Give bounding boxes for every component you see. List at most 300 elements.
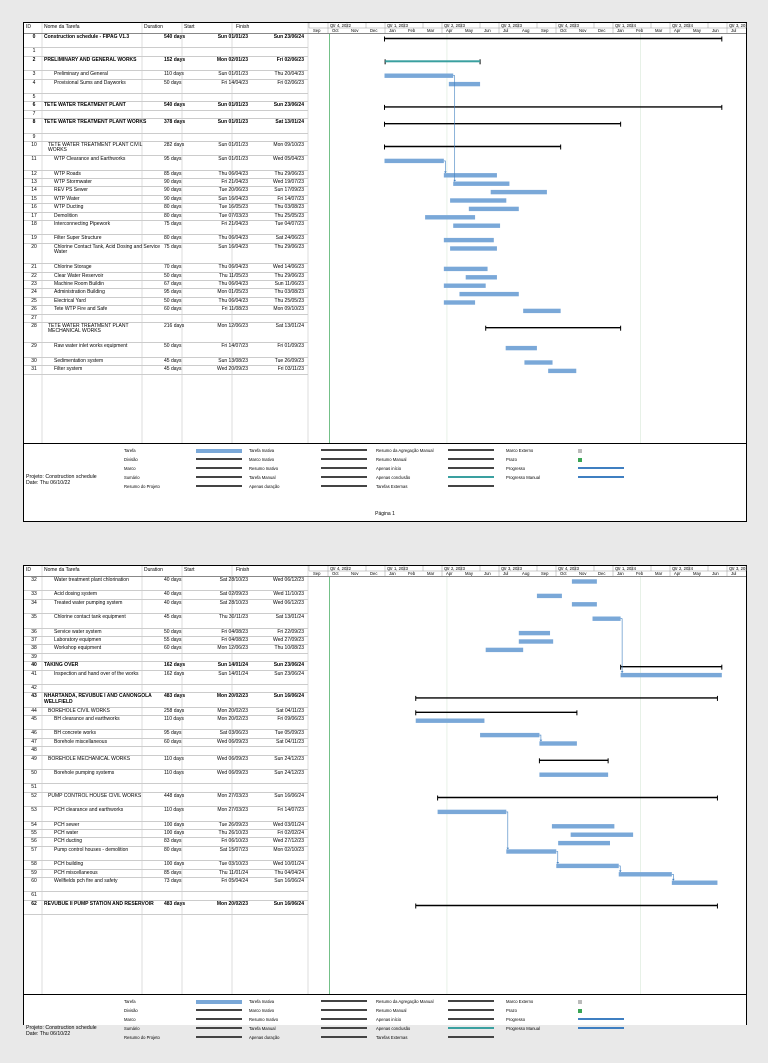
task-row[interactable] — [24, 747, 308, 755]
timeline-month: Jun — [484, 28, 491, 33]
task-name: BOREHOLE CIVIL WORKS — [48, 707, 110, 714]
task-row[interactable] — [24, 822, 308, 830]
task-start: Sat 28/10/23 — [219, 599, 248, 606]
legend-label: Divisão — [124, 1008, 138, 1013]
task-finish: Sun 24/12/23 — [274, 770, 304, 777]
task-bar[interactable] — [672, 881, 718, 885]
task-row[interactable] — [24, 671, 308, 685]
task-name: Treated water pumping system — [54, 599, 123, 606]
task-bar[interactable] — [438, 810, 507, 814]
task-row[interactable] — [24, 306, 308, 314]
task-row[interactable] — [24, 343, 308, 357]
timeline-month: Jan — [389, 28, 396, 33]
task-row[interactable] — [24, 196, 308, 204]
legend-label: Marco Inativo — [249, 457, 275, 462]
timeline-month: Mar — [427, 571, 435, 576]
task-row[interactable] — [24, 807, 308, 821]
task-bar[interactable] — [469, 207, 519, 211]
task-id: 55 — [31, 829, 37, 836]
task-name: Preliminary and General — [54, 71, 108, 78]
task-duration: 100 days — [164, 861, 185, 868]
timeline-month: Jan — [617, 571, 624, 576]
task-row[interactable] — [24, 94, 308, 102]
task-bar[interactable] — [506, 849, 556, 853]
task-row[interactable] — [24, 142, 308, 156]
task-id: 62 — [31, 900, 37, 907]
project-name: Projeto: Construction schedule — [26, 1025, 97, 1031]
task-finish: Sun 23/06/24 — [273, 102, 304, 109]
task-name: TETE WATER TREATMENT PLANT MECHANICAL WORKS — [48, 322, 129, 335]
legend-swatch — [321, 458, 367, 460]
task-id: 5 — [32, 93, 36, 100]
legend-label: Resumo Inativo — [249, 466, 279, 471]
task-row[interactable] — [24, 901, 308, 915]
legend-label: Sumário — [124, 475, 140, 480]
task-start: Sun 01/01/23 — [218, 156, 248, 163]
task-bar[interactable] — [425, 215, 475, 219]
timeline-month: Oct — [560, 28, 567, 33]
legend-swatch — [448, 1036, 494, 1038]
task-bar[interactable] — [523, 309, 560, 313]
timeline-quarter: Qtr 3, 2023 — [501, 23, 522, 28]
legend-label: Resumo do Projeto — [124, 1035, 160, 1040]
task-bar[interactable] — [539, 741, 576, 745]
task-finish: Fri 09/06/23 — [277, 716, 304, 723]
task-row[interactable] — [24, 102, 308, 110]
task-bar[interactable] — [450, 246, 497, 250]
legend-swatch — [321, 476, 367, 478]
task-start: Tue 03/10/23 — [218, 861, 248, 868]
task-start: Sun 01/01/23 — [218, 141, 248, 148]
task-name: Workshop equipment — [54, 645, 102, 652]
task-name: Clear Water Reservoir — [54, 272, 104, 279]
task-row[interactable] — [24, 708, 308, 716]
task-finish: Sat 24/06/23 — [275, 235, 304, 242]
task-row[interactable] — [24, 830, 308, 838]
task-name: Tete WTP Fire and Safe — [54, 306, 108, 313]
task-start: Sun 01/01/23 — [217, 34, 248, 40]
task-id: 40 — [31, 662, 37, 669]
task-row[interactable] — [24, 870, 308, 878]
task-id: 18 — [31, 221, 37, 228]
dependency-arrow — [453, 180, 456, 182]
task-duration: 448 days — [164, 792, 185, 799]
legend-label: Apenas duração — [249, 1035, 280, 1040]
task-id: 27 — [31, 314, 37, 321]
task-row[interactable] — [24, 645, 308, 653]
task-row[interactable] — [24, 793, 308, 807]
task-bar[interactable] — [444, 173, 497, 177]
task-row[interactable] — [24, 784, 308, 792]
task-bar[interactable] — [491, 190, 547, 194]
task-row[interactable] — [24, 756, 308, 770]
legend-swatch — [196, 449, 242, 453]
header-id: ID — [26, 567, 31, 573]
task-finish: Tue 05/09/23 — [274, 730, 304, 737]
legend-swatch — [448, 485, 494, 487]
task-start: Thu 06/04/23 — [218, 170, 248, 177]
task-start: Fri 04/08/23 — [221, 628, 248, 635]
legend-swatch — [196, 467, 242, 469]
task-finish: Mon 09/10/23 — [273, 141, 304, 148]
task-row[interactable] — [24, 235, 308, 243]
task-bar[interactable] — [385, 74, 454, 78]
timeline-month: Jun — [712, 28, 719, 33]
task-name: Chlorine contact tank equipment — [54, 614, 126, 621]
legend-swatch — [196, 1000, 242, 1004]
task-bar[interactable] — [593, 617, 621, 621]
task-bar[interactable] — [572, 602, 597, 606]
legend-swatch — [321, 1018, 367, 1020]
dependency-arrow — [672, 879, 675, 881]
task-duration: 50 days — [164, 79, 182, 86]
legend-swatch — [321, 467, 367, 469]
task-start: Tue 20/06/23 — [218, 187, 248, 194]
timeline-quarter: Qtr 1, 2024 — [615, 566, 636, 571]
task-name: PUMP CONTROL HOUSE CIVIL WORKS — [48, 792, 142, 799]
task-finish: Fri 03/11/23 — [277, 366, 304, 373]
task-start: Thu 11/01/24 — [218, 869, 248, 876]
timeline-month: Aug — [522, 571, 530, 576]
task-duration: 80 days — [164, 846, 182, 853]
legend-swatch — [578, 1000, 582, 1004]
legend-swatch — [448, 458, 494, 460]
task-finish: Sun 16/06/24 — [273, 693, 304, 700]
task-bar[interactable] — [449, 82, 480, 86]
task-id: 52 — [31, 792, 37, 799]
task-bar[interactable] — [519, 631, 550, 635]
legend-swatch — [448, 449, 494, 451]
dependency-arrow — [540, 740, 543, 742]
task-bar[interactable] — [619, 872, 672, 876]
task-finish: Sat 13/01/24 — [275, 119, 304, 126]
task-row[interactable] — [24, 654, 308, 662]
project-name: Projeto: Construction schedule — [26, 474, 97, 480]
task-start: Sun 14/01/24 — [217, 662, 248, 669]
task-row[interactable] — [24, 156, 308, 170]
task-id: 17 — [31, 212, 37, 219]
task-finish: Sun 23/06/24 — [273, 34, 304, 40]
task-row[interactable] — [24, 111, 308, 119]
timeline-month: May — [693, 571, 701, 576]
task-duration: 540 days — [164, 102, 186, 109]
timeline-month: Jun — [712, 571, 719, 576]
legend — [24, 994, 746, 1063]
task-id: 44 — [31, 707, 37, 714]
task-row[interactable] — [24, 57, 308, 71]
legend-label: Tarefa Manual — [249, 1026, 276, 1031]
task-bar[interactable] — [572, 579, 597, 583]
task-id: 39 — [31, 653, 37, 660]
task-bar[interactable] — [453, 224, 500, 228]
task-duration: 45 days — [164, 366, 182, 373]
task-row[interactable] — [24, 244, 308, 264]
timeline-month: Apr — [674, 571, 681, 576]
task-finish: Wed 05/04/23 — [272, 156, 304, 163]
task-finish: Thu 25/05/23 — [274, 297, 304, 304]
task-bar[interactable] — [444, 238, 494, 242]
timeline-quarter: Qtr 4, 2022 — [330, 566, 351, 571]
task-row[interactable] — [24, 80, 308, 94]
task-name: Acid dosing system — [54, 591, 98, 598]
task-row[interactable] — [24, 221, 308, 235]
timeline-month: Dec — [370, 571, 378, 576]
task-name: Chlorine Storage — [54, 264, 92, 271]
task-id: 45 — [31, 716, 37, 723]
project-date: Date: Thu 06/10/22 — [26, 1031, 71, 1037]
task-duration: 95 days — [164, 730, 182, 737]
timeline-month: Dec — [370, 28, 378, 33]
task-finish: Sat 13/01/24 — [275, 322, 304, 329]
timeline-quarter: Qtr 4, 2023 — [558, 23, 579, 28]
dependency-arrow — [621, 671, 624, 673]
task-duration: 110 days — [164, 770, 184, 777]
legend-label: Apenas início — [376, 1017, 402, 1022]
task-row[interactable] — [24, 119, 308, 133]
legend-swatch — [321, 1009, 367, 1011]
task-row[interactable] — [24, 34, 308, 48]
legend-label: Marco — [124, 466, 136, 471]
task-bar[interactable] — [537, 594, 562, 598]
task-id: 12 — [31, 170, 37, 177]
timeline-quarter: Qtr 4, 2023 — [558, 566, 579, 571]
task-row[interactable] — [24, 614, 308, 628]
task-finish: Fri 22/09/23 — [277, 628, 304, 635]
gantt-page-2 — [23, 565, 747, 1040]
legend-swatch — [578, 1027, 624, 1029]
task-duration: 90 days — [164, 187, 182, 194]
task-row[interactable] — [24, 273, 308, 281]
task-bar[interactable] — [556, 864, 618, 868]
task-duration: 162 days — [164, 670, 185, 677]
legend-label: Tarefas Externas — [376, 484, 408, 489]
task-start: Wed 06/09/23 — [216, 770, 248, 777]
task-finish: Sun 16/06/24 — [274, 877, 304, 884]
task-name: Machine Room Buildin — [54, 280, 105, 287]
legend-swatch — [196, 1036, 242, 1038]
task-id: 42 — [31, 684, 37, 691]
legend-swatch — [321, 1000, 367, 1002]
task-row[interactable] — [24, 685, 308, 693]
task-bar[interactable] — [466, 275, 497, 279]
task-id: 14 — [31, 187, 37, 194]
task-id: 47 — [31, 738, 37, 745]
task-row[interactable] — [24, 861, 308, 869]
task-row[interactable] — [24, 629, 308, 637]
legend-label: Resumo do Projeto — [124, 484, 160, 489]
timeline-quarter: Qtr 1, 2023 — [387, 23, 408, 28]
task-bar[interactable] — [552, 824, 614, 828]
task-start: Mon 27/03/23 — [217, 792, 248, 799]
task-row[interactable] — [24, 366, 308, 374]
task-finish: Sun 17/09/23 — [274, 187, 304, 194]
task-bar[interactable] — [459, 292, 518, 296]
legend-label: Tarefas Externas — [376, 1035, 408, 1040]
task-row[interactable] — [24, 134, 308, 142]
task-start: Wed 06/09/23 — [216, 738, 248, 745]
legend-label: Resumo Manual — [376, 1008, 407, 1013]
task-id: 56 — [31, 838, 37, 845]
task-name: WTP Clearance and Earthworks — [54, 156, 126, 163]
task-row[interactable] — [24, 662, 308, 670]
task-row[interactable] — [24, 739, 308, 747]
timeline-month: Dec — [598, 28, 606, 33]
header-id: ID — [26, 24, 31, 30]
timeline-quarter: Qtr 2, 2024 — [672, 566, 693, 571]
task-bar[interactable] — [571, 833, 633, 837]
task-bar[interactable] — [416, 719, 485, 723]
legend-swatch — [448, 476, 494, 478]
task-bar[interactable] — [548, 369, 576, 373]
legend-label: Resumo Inativo — [249, 1017, 279, 1022]
task-start: Mon 12/06/23 — [217, 322, 248, 329]
task-row[interactable] — [24, 637, 308, 645]
task-finish: Tue 04/07/23 — [274, 221, 304, 228]
task-finish: Sun 16/06/24 — [274, 792, 304, 799]
task-name: REVUBUE II PUMP STATION AND RESERVOIR — [44, 900, 154, 907]
task-finish: Wed 19/07/23 — [272, 179, 304, 186]
task-bar[interactable] — [444, 300, 475, 304]
task-duration: 50 days — [164, 297, 182, 304]
task-id: 36 — [31, 628, 37, 635]
task-row[interactable] — [24, 838, 308, 846]
task-bar[interactable] — [444, 267, 488, 271]
task-bar[interactable] — [450, 198, 506, 202]
task-finish: Sun 24/12/23 — [274, 755, 304, 762]
task-id: 24 — [31, 289, 37, 296]
task-id: 1 — [32, 48, 36, 55]
task-id: 54 — [31, 821, 37, 828]
task-row[interactable] — [24, 878, 308, 892]
legend-label: Resumo da Agregação Manual — [376, 448, 434, 453]
legend-swatch — [578, 476, 624, 478]
task-row[interactable] — [24, 770, 308, 784]
task-row[interactable] — [24, 577, 308, 591]
task-name: PCH building — [54, 861, 84, 868]
task-bar[interactable] — [480, 733, 539, 737]
task-row[interactable] — [24, 187, 308, 195]
task-id: 46 — [31, 730, 37, 737]
task-name: PCH clearance and earthworks — [54, 807, 124, 814]
task-id: 61 — [31, 892, 37, 899]
task-duration: 152 days — [164, 56, 186, 63]
task-start: Sun 16/04/23 — [218, 243, 248, 250]
task-row[interactable] — [24, 171, 308, 179]
task-bar[interactable] — [385, 159, 444, 163]
task-start: Sat 15/07/23 — [219, 846, 248, 853]
task-row[interactable] — [24, 281, 308, 289]
task-start: Mon 02/01/23 — [216, 56, 248, 63]
task-name: Electrical Yard — [54, 297, 86, 304]
task-finish: Sat 13/01/24 — [275, 614, 304, 621]
legend-swatch — [196, 485, 242, 487]
task-id: 59 — [31, 869, 37, 876]
task-id: 4 — [32, 79, 36, 86]
task-start: Tue 16/05/23 — [218, 204, 248, 211]
task-name: Provisional Sums and Dayworks — [54, 79, 126, 86]
task-duration: 40 days — [164, 577, 182, 583]
timeline-quarter: Qtr 3, 20 — [729, 566, 746, 571]
task-bar[interactable] — [506, 346, 537, 350]
task-bar[interactable] — [486, 648, 523, 652]
task-row[interactable] — [24, 591, 308, 599]
task-name: Sedimentation system — [54, 357, 104, 364]
task-id: 11 — [31, 156, 37, 163]
task-row[interactable] — [24, 730, 308, 738]
task-id: 15 — [31, 195, 37, 202]
timeline-month: Feb — [408, 571, 416, 576]
task-row[interactable] — [24, 213, 308, 221]
task-id: 26 — [31, 306, 37, 313]
legend-swatch — [321, 1027, 367, 1029]
header-start: Start — [184, 24, 195, 30]
timeline-month: May — [465, 28, 473, 33]
task-bar[interactable] — [558, 841, 610, 845]
task-bar[interactable] — [539, 773, 608, 777]
timeline-month: May — [465, 571, 473, 576]
timeline-month: Jul — [731, 28, 737, 33]
task-duration: 258 days — [164, 707, 185, 714]
legend-label: Progresso Manual — [506, 1026, 540, 1031]
task-name: Inspection and hand over of the works — [54, 670, 139, 677]
task-id: 20 — [31, 243, 37, 250]
task-bar[interactable] — [453, 182, 509, 186]
legend-label: Progresso — [506, 1017, 526, 1022]
task-start: Fri 21/04/23 — [221, 179, 248, 186]
task-row[interactable] — [24, 204, 308, 212]
task-row[interactable] — [24, 264, 308, 272]
task-bar[interactable] — [621, 673, 722, 677]
task-id: 60 — [31, 877, 37, 884]
task-duration: 282 days — [164, 141, 185, 148]
task-id: 13 — [31, 179, 37, 186]
task-start: Sun 01/01/23 — [217, 102, 248, 109]
task-row[interactable] — [24, 847, 308, 861]
task-duration: 483 days — [164, 693, 186, 700]
task-finish: Thu 29/06/23 — [274, 272, 304, 279]
task-duration: 100 days — [164, 821, 185, 828]
task-row[interactable] — [24, 179, 308, 187]
page-label: Página 1 — [375, 511, 395, 517]
timeline-month: Mar — [655, 28, 663, 33]
task-start: Thu 26/10/23 — [218, 829, 248, 836]
project-info — [26, 1025, 97, 1037]
timeline-quarter: Qtr 2, 2023 — [444, 23, 465, 28]
legend-label: Apenas início — [376, 466, 402, 471]
task-start: Thu 06/04/23 — [218, 235, 248, 242]
task-bar[interactable] — [519, 639, 553, 643]
task-row[interactable] — [24, 693, 308, 707]
task-bar[interactable] — [524, 360, 552, 364]
task-row[interactable] — [24, 892, 308, 900]
task-row[interactable] — [24, 48, 308, 56]
task-bar[interactable] — [444, 284, 486, 288]
task-id: 33 — [31, 591, 37, 598]
task-row[interactable] — [24, 289, 308, 297]
legend-label: Tarefa Manual — [249, 475, 276, 480]
task-row[interactable] — [24, 323, 308, 343]
task-start: Fri 21/04/23 — [221, 221, 248, 228]
task-finish: Sat 04/11/23 — [276, 707, 304, 714]
task-row[interactable] — [24, 358, 308, 366]
task-row[interactable] — [24, 600, 308, 614]
legend-label: Marco Inativo — [249, 1008, 275, 1013]
task-row[interactable] — [24, 315, 308, 323]
task-row[interactable] — [24, 71, 308, 79]
task-start: Fri 06/10/23 — [221, 838, 248, 845]
task-row[interactable] — [24, 716, 308, 730]
task-row[interactable] — [24, 298, 308, 306]
